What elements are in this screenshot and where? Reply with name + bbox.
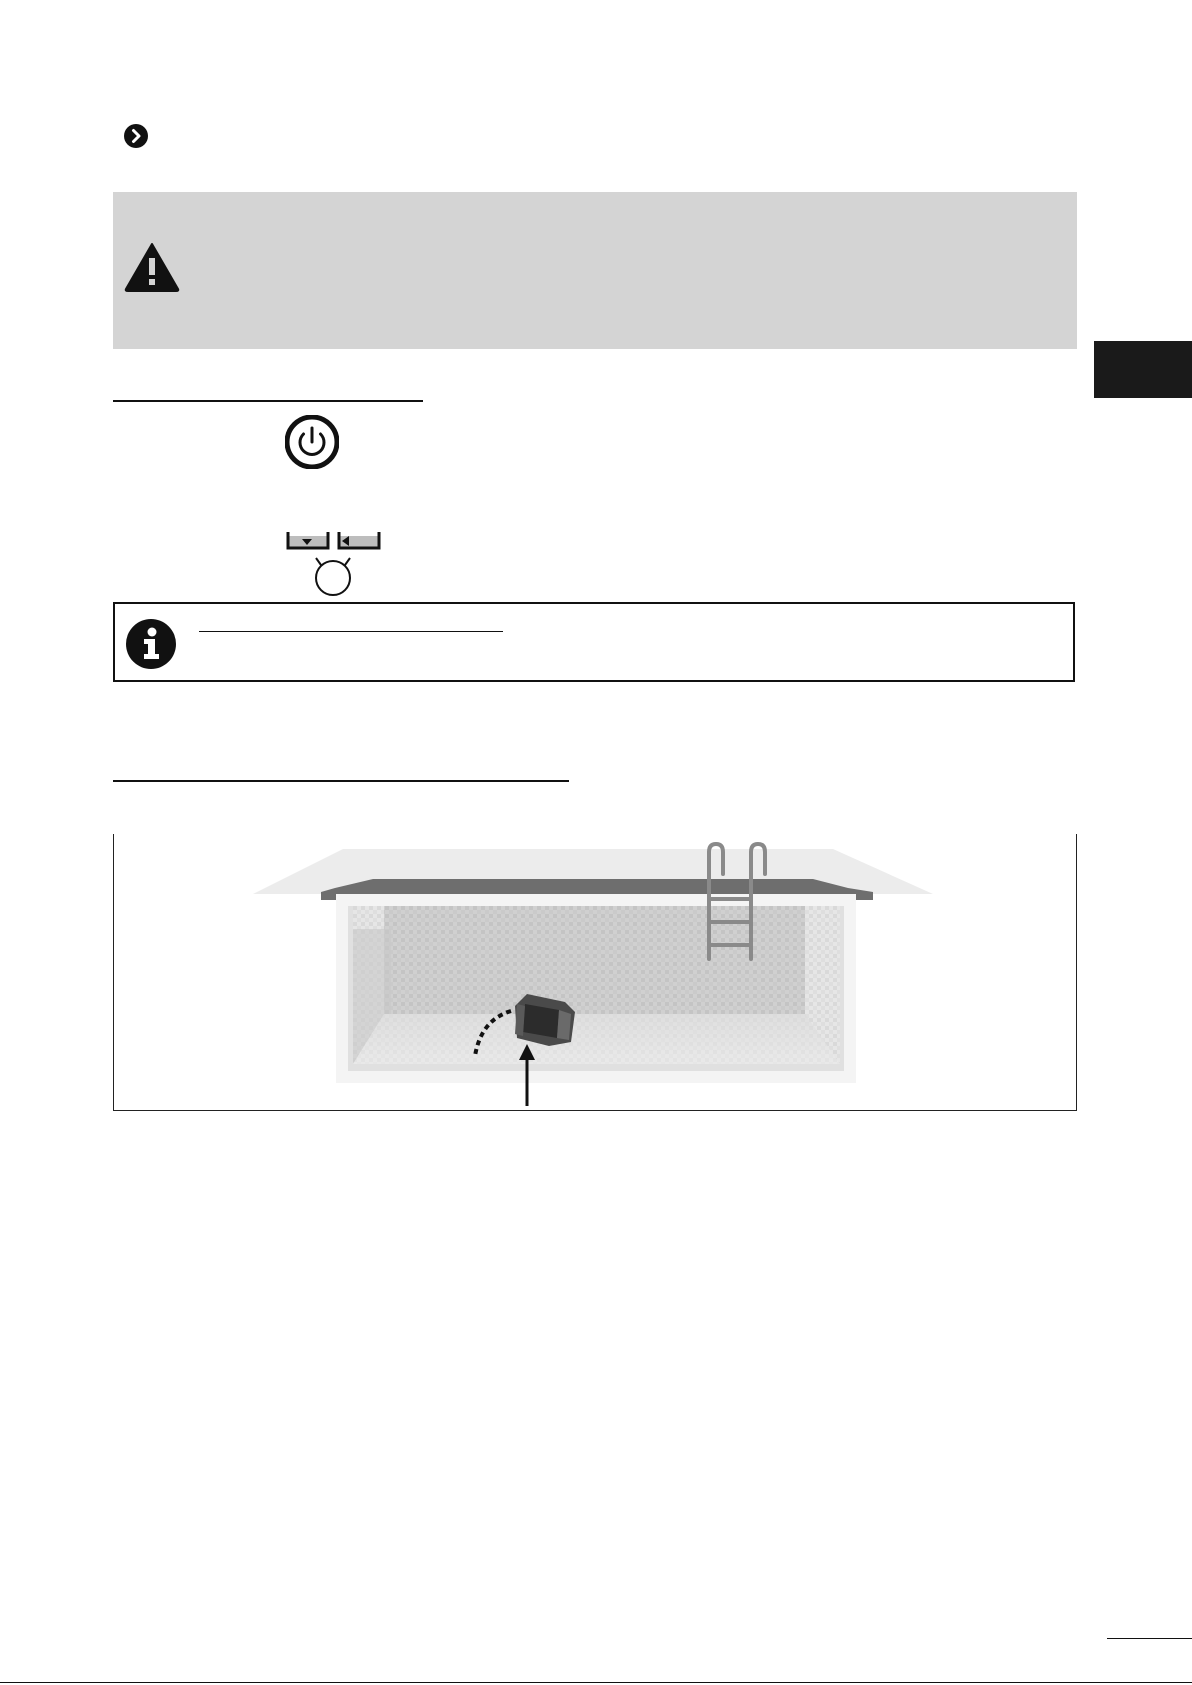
- info-icon: [125, 618, 177, 670]
- pool-illustration: [113, 834, 1077, 1111]
- mode-indicator-led-icon: [310, 556, 356, 598]
- floor-cleaning-mode-icon: [286, 530, 330, 550]
- power-button-icon: [285, 415, 339, 469]
- info-note-box: [113, 602, 1075, 682]
- footer-rule: [1107, 1638, 1192, 1639]
- chevron-right-circle-icon: [124, 124, 148, 148]
- bottom-rule: [0, 1682, 1192, 1683]
- section-heading-underline: [113, 400, 423, 402]
- wall-cleaning-mode-icon: [337, 530, 381, 550]
- info-title-underline: [199, 631, 503, 632]
- warning-box: [113, 192, 1077, 349]
- section-heading-underline: [113, 780, 569, 782]
- chapter-side-tab: [1094, 341, 1192, 398]
- warning-triangle-icon: [124, 242, 180, 292]
